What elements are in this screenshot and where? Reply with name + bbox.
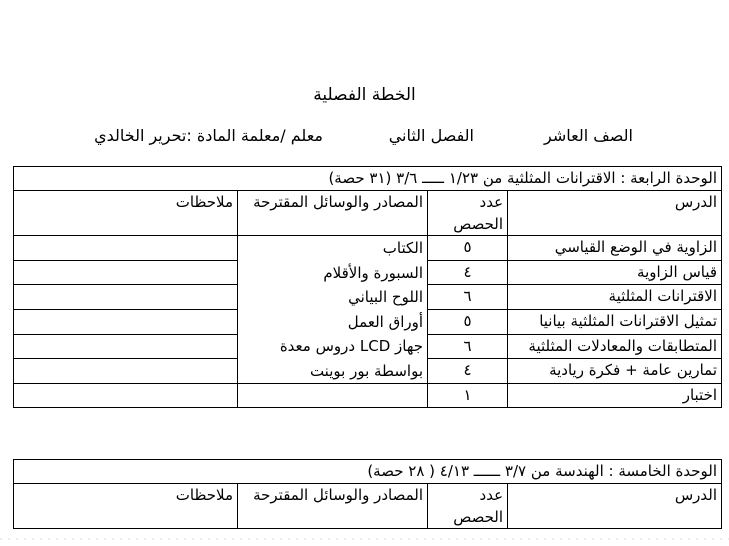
notes-cell[interactable] <box>14 334 238 359</box>
count-header-line1: عدد <box>479 486 504 504</box>
info-row <box>0 126 729 148</box>
lesson-name: الزاوية في الوضع القياسي <box>508 236 722 261</box>
lesson-name: الاقترانات المثلثية <box>508 285 722 310</box>
lesson-name: قياس الزاوية <box>508 260 722 285</box>
lesson-count: ١ <box>428 384 508 408</box>
count-header-line2: الحصص <box>453 215 504 233</box>
unit5-heading: الوحدة الخامسة : الهندسة من ٣/٧ ــــــ ٤/١٣ ( ٢٨ حصة) <box>14 460 722 484</box>
resources-header: المصادر والوسائل المقترحة <box>238 191 428 236</box>
lesson-count: ٦ <box>428 285 508 310</box>
notes-header: ملاحظات <box>14 191 238 236</box>
count-header-line2: الحصص <box>453 508 504 526</box>
count-header <box>428 484 508 529</box>
term-label: الفصل الثاني <box>388 126 474 145</box>
notes-cell[interactable] <box>14 359 238 384</box>
resources-header: المصادر والوسائل المقترحة <box>238 484 428 529</box>
page-bottom-edge <box>0 537 729 541</box>
lesson-header: الدرس <box>508 191 722 236</box>
notes-header: ملاحظات <box>14 484 238 529</box>
document-title: الخطة الفصلية <box>313 85 416 105</box>
lesson-name: تمارين عامة + فكرة ريادية <box>508 359 722 384</box>
lesson-header: الدرس <box>508 484 722 529</box>
lesson-name: اختبار <box>508 384 722 408</box>
notes-cell[interactable] <box>14 260 238 285</box>
resource-item: السبورة والأقلام <box>323 263 424 282</box>
lesson-name: المتطابقات والمعادلات المثلثية <box>508 334 722 359</box>
resources-cell <box>238 236 428 384</box>
notes-cell[interactable] <box>14 309 238 334</box>
unit5-table <box>13 459 722 529</box>
unit5-header-row <box>14 484 722 529</box>
lesson-count: ٤ <box>428 260 508 285</box>
unit4-heading-row <box>14 167 722 191</box>
unit4-header-row <box>14 191 722 236</box>
count-header-line1: عدد <box>479 193 504 211</box>
resources-cell-empty[interactable] <box>238 384 428 408</box>
lesson-count: ٥ <box>428 236 508 261</box>
notes-cell[interactable] <box>14 384 238 408</box>
grade-label: الصف العاشر <box>544 126 633 145</box>
resource-item: أوراق العمل <box>347 312 424 331</box>
resource-item: جهاز LCD دروس معدة <box>279 337 424 355</box>
teacher-label: معلم /معلمة المادة :تحرير الخالدي <box>94 126 323 145</box>
unit4-heading: الوحدة الرابعة : الاقترانات المثلثية من ١/٢٣ ـــــ ٣/٦ (٣١ حصة) <box>14 167 722 191</box>
notes-cell[interactable] <box>14 285 238 310</box>
notes-cell[interactable] <box>14 236 238 261</box>
table-row <box>14 236 722 261</box>
resource-item: الكتاب <box>382 239 424 257</box>
lesson-count: ٦ <box>428 334 508 359</box>
lesson-name: تمثيل الاقترانات المثلثية بيانيا <box>508 309 722 334</box>
lesson-count: ٤ <box>428 359 508 384</box>
resource-item: بواسطة بور بوينت <box>309 361 424 380</box>
count-header <box>428 191 508 236</box>
unit4-table <box>13 166 722 408</box>
lesson-count: ٥ <box>428 309 508 334</box>
unit5-heading-row <box>14 460 722 484</box>
resource-item: اللوح البياني <box>348 288 424 306</box>
table-row <box>14 384 722 408</box>
